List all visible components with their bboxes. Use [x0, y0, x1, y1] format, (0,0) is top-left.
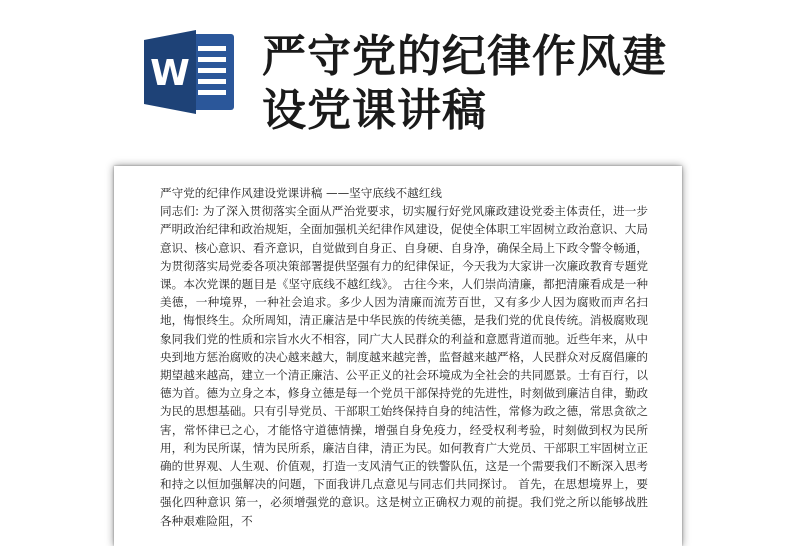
header — [0, 0, 800, 160]
word-document-icon — [140, 26, 240, 118]
document-heading: 严守党的纪律作风建设党课讲稿 ——坚守底线不越红线 — [160, 186, 442, 200]
document-body-text: 同志们: 为了深入贯彻落实全面从严治党要求，切实履行好党风廉政建设党委主体责任，进一步严明政治纪律和政治规矩，全面加强机关纪律作风建设，促使全体职工牢固树立政治意识、大局意识、核心意识、看齐意识，自觉做到自身正、自身硬、自身净，确保全局上下政令警令畅通，为贯彻落实局党委各项决策部署提供坚强有力的纪律保证，今天我为大家讲一次廉政教育专题党课。本次党课的题目是《坚守底线不越红线》。 古往今来，人们崇尚清廉，都把清廉看成是一种美德，一种境界，一种社会追求。多少人因为清廉而流芳百世，又有多少人因为腐败而声名扫地，悔恨终生。众所周知，清正廉洁是中华民族的传统美德，是我们党的优良传统。消极腐败现象同我们党的性质和宗旨水火不相容，同广大人民群众的利益和意愿背道而驰。近些年来，从中央到地方惩治腐败的决心越来越大，制度越来越完善，监督越来越严格，人民群众对反腐倡廉的期望越来越高，建立一个清正廉洁、公平正义的社会环境成为全社会的共同愿景。士有百行，以德为首。德为立身之本，修身立德是每一个党员干部保持党的先进性，时刻做到廉洁自律，勤政为民的思想基础。只有引导党员、干部职工始终保持自身的纯洁性，常修为政之德，常思贪欲之害，常怀律已之心，才能恪守道德情操，增强自身免疫力，经受权利考验，时刻做到权为民所用，利为民所谋，情为民所系，廉洁自律，清正为民。如何教育广大党员、干部职工牢固树立正确的世界观、人生观、价值观，打造一支风清气正的铁警队伍，这是一个需要我们不断深入思考和持之以恒加强解决的问题，下面我讲几点意见与同志们共同探讨。 首先，在思想境界上，要强化四种意识 第一，必须增强党的意识。这是树立正确权力观的前提。我们党之所以能够战胜各种艰难险阻，不 — [160, 204, 648, 528]
document-content — [160, 184, 648, 530]
document-page-preview — [114, 166, 682, 546]
word-icon-letter: W — [150, 53, 190, 94]
page-title: 严守党的纪律作风建设党课讲稿 — [262, 31, 667, 136]
